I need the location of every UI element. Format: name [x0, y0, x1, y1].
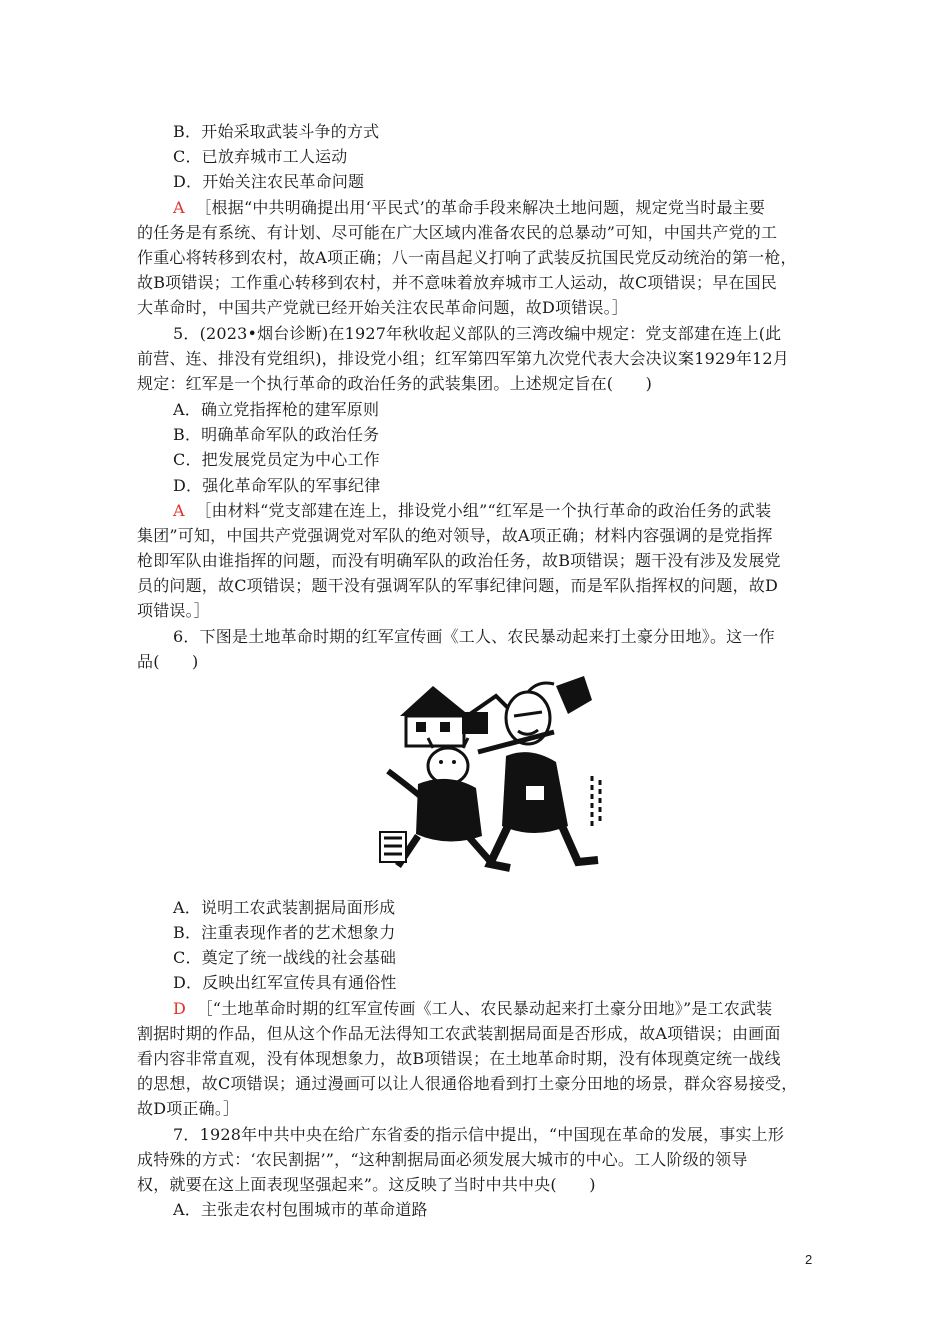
q4-explanation-line: 故B项错误；工作重心转移到农村，并不意味着放弃城市工人运动，故C项错误；早在国民 — [137, 273, 778, 292]
q4-option-c: C．已放弃城市工人运动 — [173, 147, 348, 166]
q7-stem-line: 成特殊的方式：‘农民割据’”，“这种割据局面必须发展大城市的中心。工人阶级的领导 — [137, 1150, 748, 1169]
q7-stem-line: 7．1928年中共中央在给广东省委的指示信中提出，“中国现在革命的发展，事实上形 — [173, 1125, 785, 1144]
q5-stem-line: 5．(2023•烟台诊断)在1927年秋收起义部队的三湾改编中规定：党支部建在连上(此 — [173, 324, 782, 343]
q6-explanation-line — [173, 999, 772, 1019]
q5-explanation-line: 集团”可知，中国共产党强调党对军队的绝对领导，故A项正确；材料内容强调的是党指挥 — [137, 526, 773, 545]
q6-stem-line: 6．下图是土地革命时期的红军宣传画《工人、农民暴动起来打土豪分田地》。这一作 — [173, 627, 775, 646]
q7-option-a: A．主张走农村包围城市的革命道路 — [173, 1200, 428, 1219]
q6-stem-line: 品( ) — [137, 652, 199, 671]
q4-explanation-line: 作重心将转移到农村，故A项正确；八一南昌起义打响了武装反抗国民党反动统治的第一枪， — [137, 248, 797, 267]
q5-explanation-text: ［由材料“党支部建在连上，排设党小组”“红军是一个执行革命的政治任务的武装 — [195, 501, 772, 520]
q6-explanation-line: 看内容非常直观，没有体现想象力，故B项错误；在土地革命时期，没有体现奠定统一战线 — [137, 1049, 781, 1068]
q4-option-d: D．开始关注农民革命问题 — [173, 172, 365, 191]
propaganda-illustration — [378, 676, 606, 886]
q5-explanation-line: 枪即军队由谁指挥的问题，而没有明确军队的政治任务，故B项错误；题干没有涉及发展党 — [137, 551, 781, 570]
q5-explanation-line: 员的问题，故C项错误；题干没有强调军队的军事纪律问题，而是军队指挥权的问题，故D — [137, 576, 779, 595]
q5-option-d: D．强化革命军队的军事纪律 — [173, 476, 381, 495]
q5-option-a: A．确立党指挥枪的建军原则 — [173, 400, 380, 419]
q6-explanation-line: 的思想，故C项错误；通过漫画可以让人很通俗地看到打土豪分田地的场景，群众容易接受， — [137, 1074, 798, 1093]
q5-option-b: B．明确革命军队的政治任务 — [173, 425, 380, 444]
q5-stem-line: 前营、连、排没有党组织)，排设党小组；红军第四军第九次党代表大会决议案1929年12月 — [137, 349, 789, 368]
q4-explanation-line: 大革命时，中国共产党就已经开始关注农民革命问题，故D项错误。］ — [137, 298, 629, 317]
q5-explanation-line: 项错误。］ — [137, 601, 211, 620]
q6-option-d: D．反映出红军宣传具有通俗性 — [173, 973, 397, 992]
q4-option-b: B．开始采取武装斗争的方式 — [173, 122, 380, 141]
q4-explanation-line: 的任务是有系统、有计划、尽可能在广大区域内准备农民的总暴动”可知，中国共产党的工 — [137, 223, 778, 242]
q5-answer-letter: A — [173, 501, 185, 520]
page-number: 2 — [805, 1252, 813, 1267]
q5-explanation-line — [173, 501, 771, 521]
q7-stem-line: 权，就要在这上面表现坚强起来”。这反映了当时中共中央( ) — [137, 1175, 596, 1194]
q6-explanation-text: ［“土地革命时期的红军宣传画《工人、农民暴动起来打土豪分田地》”是工农武装 — [196, 999, 773, 1018]
q5-stem-line: 规定：红军是一个执行革命的政治任务的武装集团。上述规定旨在( ) — [137, 374, 653, 393]
q4-explanation-line — [173, 198, 765, 218]
q6-answer-letter: D — [173, 999, 187, 1018]
q4-explanation-text: ［根据“中共明确提出用‘平民式’的革命手段来解决土地问题，规定党当时最主要 — [195, 198, 766, 217]
q5-option-c: C．把发展党员定为中心工作 — [173, 450, 380, 469]
q6-explanation-line: 故D项正确。］ — [137, 1099, 240, 1118]
q6-option-c: C．奠定了统一战线的社会基础 — [173, 948, 397, 967]
q6-option-b: B．注重表现作者的艺术想象力 — [173, 923, 396, 942]
q6-explanation-line: 割据时期的作品，但从这个作品无法得知工农武装割据局面是否形成，故A项错误；由画面 — [137, 1024, 781, 1043]
q4-answer-letter: A — [173, 198, 185, 217]
q6-option-a: A．说明工农武装割据局面形成 — [173, 898, 396, 917]
